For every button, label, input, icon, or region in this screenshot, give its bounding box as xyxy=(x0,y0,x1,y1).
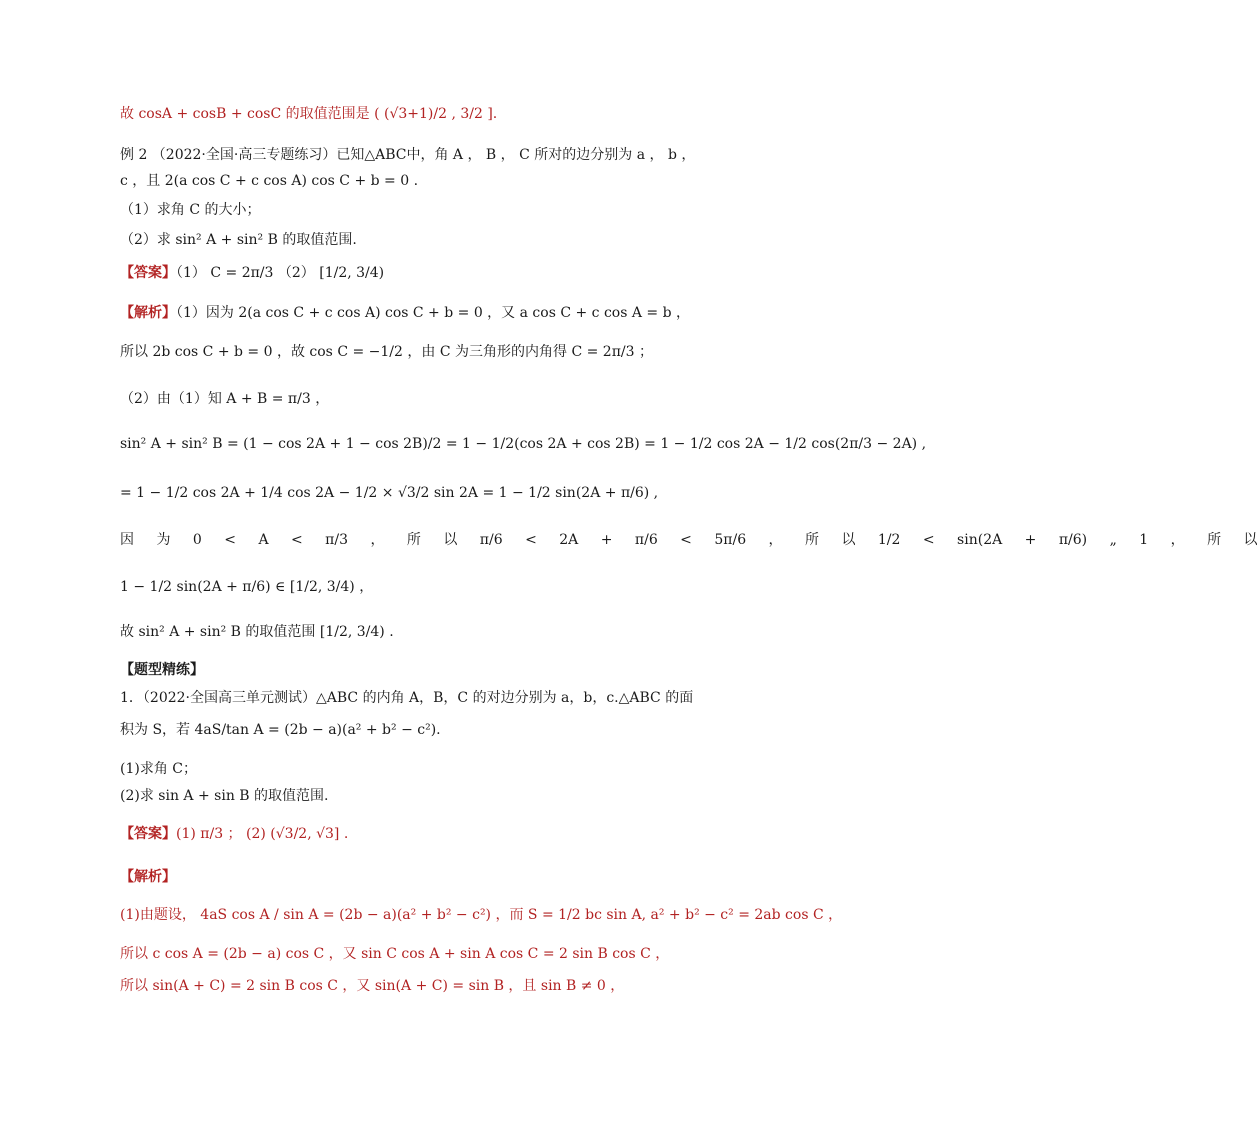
practice-1-question-1: (1)求角 C； xyxy=(120,761,197,777)
practice-header: 【题型精练】 xyxy=(120,662,204,678)
analysis-line-8: 故 sin² A + sin² B 的取值范围 [1/2, 3/4) . xyxy=(120,624,394,640)
conclusion-line: 故 cosA + cosB + cosC 的取值范围是 ( (√3+1)/2 , 3/2 ]. xyxy=(120,106,498,122)
practice-1-question-2: (2)求 sin A + sin B 的取值范围. xyxy=(120,788,329,804)
example-2-header: 例 2 （2022·全国·高三专题练习）已知△ABC中，角 A ， B ， C 所对的边分别为 a ， b ， xyxy=(120,147,696,163)
analysis-line-5: = 1 − 1/2 cos 2A + 1/4 cos 2A − 1/2 × √3/2 sin 2A = 1 − 1/2 sin(2A + π/6) , xyxy=(120,485,659,501)
practice-1-answer-label: 【答案】 xyxy=(120,826,176,842)
question-1: （1）求角 C 的大小； xyxy=(120,202,261,218)
analysis-line-6: 因 为 0 < A < π/3 ， 所 以 π/6 < 2A + π/6 < 5π/6 ， 所 以 1/2 < sin(2A + π/6) „ 1 ， 所 以 xyxy=(120,532,1258,548)
answer-label: 【答案】 xyxy=(120,265,176,281)
example-2-condition: c ，且 2(a cos C + c cos A) cos C + b = 0 . xyxy=(120,173,419,189)
practice-1-analysis-2 xyxy=(120,944,669,964)
practice-1-answer-text: (1) π/3 ； (2) (√3/2, √3] . xyxy=(176,826,349,842)
practice-1-analysis-3 xyxy=(120,976,624,996)
analysis-line-7: 1 − 1/2 sin(2A + π/6) ∈ [1/2, 3/4) ， xyxy=(120,579,374,595)
practice-1-analysis-text-2: 所以 c cos A = (2b − a) cos C ，又 sin C cos A + sin A cos C = 2 sin B cos C ， xyxy=(120,946,670,962)
practice-1-answer-line xyxy=(120,824,348,844)
answer-text: （1） C = 2π/3 （2） [1/2, 3/4) xyxy=(176,265,385,281)
practice-1-analysis-1 xyxy=(120,905,842,925)
practice-1-line-b: 积为 S，若 4aS/tan A = (2b − a)(a² + b² − c²). xyxy=(120,722,441,738)
analysis-text-1: （1）因为 2(a cos C + c cos A) cos C + b = 0 ，又 a cos C + c cos A = b ， xyxy=(176,305,691,321)
question-2: （2）求 sin² A + sin² B 的取值范围. xyxy=(120,232,357,248)
practice-1-line-a: 1．（2022·全国高三单元测试）△ABC 的内角 A，B，C 的对边分别为 a，b，c.△ABC 的面 xyxy=(120,690,694,706)
practice-1-analysis-text-1: (1)由题设， 4aS cos A / sin A = (2b − a)(a² + b² − c²) ，而 S = 1/2 bc sin A, a² + b² − c² = 2ab cos C ， xyxy=(120,907,843,923)
analysis-line-1 xyxy=(120,303,690,323)
analysis-line-4: sin² A + sin² B = (1 − cos 2A + 1 − cos 2B)/2 = 1 − 1/2(cos 2A + cos 2B) = 1 − 1/2 cos 2A − 1/2 cos(2π/3 − 2A) , xyxy=(120,436,927,452)
analysis-line-3: （2）由（1）知 A + B = π/3 ， xyxy=(120,391,330,407)
answer-line xyxy=(120,263,384,283)
practice-1-analysis-text-3: 所以 sin(A + C) = 2 sin B cos C ，又 sin(A + C) = sin B ，且 sin B ≠ 0 ， xyxy=(120,978,625,994)
analysis-line-2: 所以 2b cos C + b = 0 ，故 cos C = −1/2 ，由 C 为三角形的内角得 C = 2π/3 ； xyxy=(120,344,653,360)
practice-1-analysis-label: 【解析】 xyxy=(120,869,176,885)
analysis-label: 【解析】 xyxy=(120,305,176,321)
